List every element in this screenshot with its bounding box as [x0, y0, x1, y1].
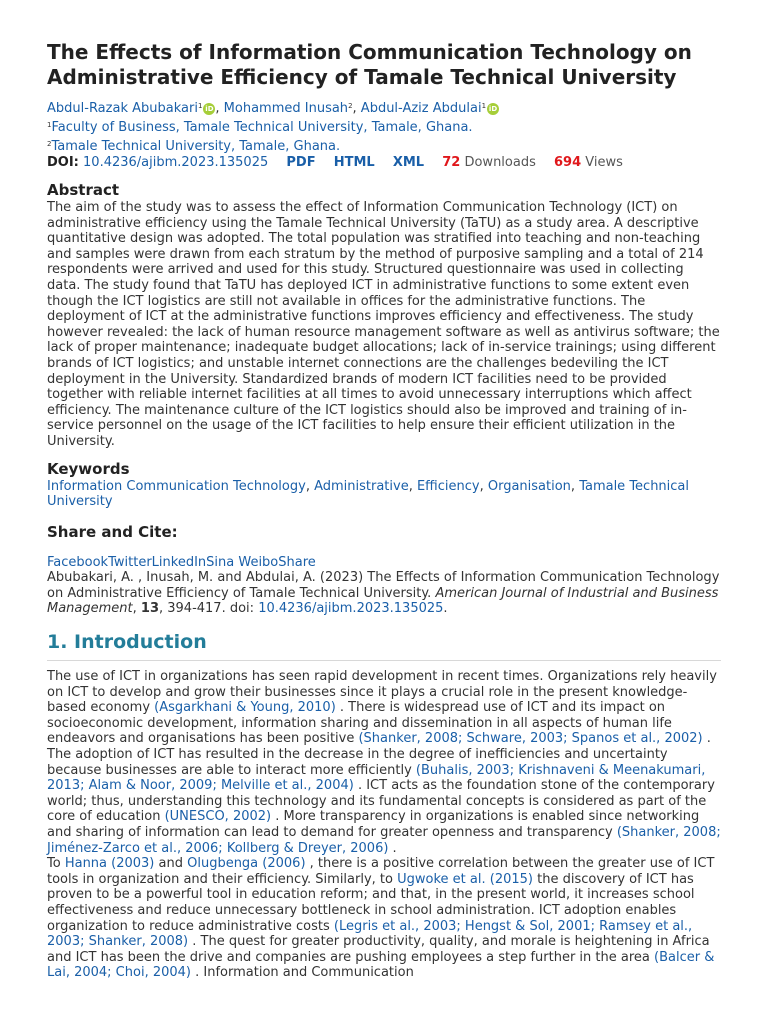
citation-link[interactable]: (Balcer & Lai, 2004; Choi, 2004)	[47, 949, 715, 981]
html-link[interactable]: HTML	[333, 155, 375, 170]
introduction-paragraph-1	[47, 669, 721, 856]
orcid-icon[interactable]: iD	[488, 105, 498, 113]
author-link-2[interactable]: Mohammed Inusah	[223, 101, 349, 116]
citation-link[interactable]: Ugwoke et al. (2015)	[397, 871, 533, 887]
keyword-link[interactable]: Tamale Technical University	[47, 478, 690, 510]
share-links	[47, 555, 721, 571]
citation: Abubakari, A. , Inusah, M. and Abdulai, A. (2023) The Effects of Information Communication Technology on Administrative Efficiency of Tamale Technical University. American Journal of Industrial and Business Management, 13, 394-417. doi: 10.4236/ajibm.2023.135025.	[47, 570, 720, 617]
share-twitter-link[interactable]: Twitter	[108, 554, 152, 570]
keyword-link[interactable]: Organisation	[487, 478, 571, 494]
doi-link[interactable]: 10.4236/ajibm.2023.135025	[83, 155, 269, 170]
affiliation-2	[47, 136, 721, 155]
downloads-label: Downloads	[464, 155, 536, 170]
author-link-1[interactable]: Abdul-Razak Abubakari	[47, 101, 198, 116]
affiliation-link[interactable]: Faculty of Business, Tamale Technical University, Tamale, Ghana.	[51, 120, 473, 135]
citation-volume: 13	[140, 601, 159, 617]
paragraph-text: , there is a positive correlation between the greater use of ICT tools in organization and their efficiency. Similarly, to	[47, 856, 715, 887]
paragraph-text: . More transparency in organizations is enabled since networking and sharing of information can lead to demand for greater openness and transparency	[47, 809, 700, 840]
share-linkedin-link[interactable]: LinkedIn	[151, 554, 207, 570]
citation-end: .	[443, 601, 448, 617]
affiliation-link[interactable]: Tamale Technical University, Tamale, Ghana.	[51, 139, 341, 154]
introduction-body	[47, 669, 721, 981]
citation-link[interactable]: (Shanker, 2008; Jiménez-Zarco et al., 2006; Kollberg & Dreyer, 2006)	[47, 825, 721, 856]
citation-link[interactable]: (Asgarkhani & Young, 2010)	[154, 700, 336, 716]
paragraph-text: .	[388, 840, 397, 856]
doi-label: DOI:	[47, 155, 79, 170]
share-facebook-link[interactable]: Facebook	[47, 554, 109, 570]
citation-link[interactable]: (UNESCO, 2002)	[164, 809, 272, 825]
keywords-list: Information Communication Technology, Administrative, Efficiency, Organisation, Tamale Technical University	[47, 478, 690, 510]
citation-link[interactable]: (Legris et al., 2003; Hengst & Sol, 2001; Ramsey et al., 2003; Shanker, 2008)	[47, 918, 693, 950]
citation-pages: , 394-417. doi:	[159, 601, 259, 617]
citation-journal: American Journal of Industrial and Business Management	[47, 585, 719, 617]
citation-doi-link[interactable]: 10.4236/ajibm.2023.135025	[258, 601, 444, 617]
share-weibo-link[interactable]: Sina Weibo	[206, 554, 279, 570]
citation-link[interactable]: Olugbenga (2006)	[187, 856, 306, 872]
doi-bar	[47, 155, 721, 171]
keyword-link[interactable]: Administrative	[314, 478, 409, 494]
keywords-heading: Keywords	[47, 459, 130, 478]
paragraph-text: To	[47, 856, 65, 872]
paragraph-text: and	[154, 856, 188, 872]
affiliation-sup: 2	[47, 140, 52, 148]
introduction-paragraph-2	[47, 856, 721, 981]
share-heading: Share and Cite:	[47, 522, 178, 541]
keyword-link[interactable]: Efficiency	[416, 478, 480, 494]
paragraph-text: . Information and Communication	[190, 965, 414, 981]
keyword-link[interactable]: Information Communication Technology	[47, 478, 306, 494]
views-count: 694	[554, 155, 582, 170]
paragraph-text: The use of ICT in organizations has seen rapid development in recent times. Organizations rely heavily on ICT to develop and grow their businesses since it plays a crucial role in the present knowledge-based economy	[47, 669, 717, 716]
article-title: The Effects of Information Communication Technology on Administrative Efficiency of Tamale Technical University	[47, 40, 692, 89]
paragraph-text: . The adoption of ICT has resulted in the decrease in the degree of inefficiencies and uncertainty because businesses are able to interact more efficiently	[47, 731, 711, 778]
paragraph-text: the discovery of ICT has proven to be a powerful tool in education reform; and that, in the present world, it increases school effectiveness and reduce unnecessary bottleneck in school administration. ICT adoption enables organization to reduce administrative costs	[47, 871, 695, 934]
citation-authors: Abubakari, A. , Inusah, M. and Abdulai, A. (2023) The Effects of Information Communication Technology on Administrative Efficiency of Tamale Technical University.	[47, 570, 720, 601]
share-more-link[interactable]: Share	[278, 554, 316, 570]
views-label: Views	[585, 155, 623, 170]
abstract-text: The aim of the study was to assess the effect of Information Communication Technology (ICT) on administrative efficiency using the Tamale Technical University (TaTU) as a study area. A descriptive quantitative design was adopted. The total population was stratified into teaching and non-teaching and samples were drawn from each stratum by the method of purposive sampling and a total of 214 respondents were arrived and used for this study. Structured questionnaire was used in collecting data. The study found that TaTU has deployed ICT in administrative functions to some extent even though the ICT logistics are still not available in offices for the administrative functions. The deployment of ICT at the administrative functions improves efficiency and effectiveness. The study however revealed: the lack of human resource management software as well as antivirus software; the lack of proper maintenance; inadequate budget allocations; lack of in-service trainings; using different brands of ICT logistics; and unstable internet connections are the challenges bedeviling the ICT deployment in the University. Standardized brands of modern ICT facilities need to be provided together with reliable internet facilities at all times to avoid unnecessary interruptions which affect efficiency. The maintenance culture of the ICT logistics should also be improved and training of in-service personnel on the usage of the ICT facilities to help ensure their efficient utilization in the University.	[47, 200, 720, 449]
paragraph-text: . There is widespread use of ICT and its impact on socioeconomic development, information sharing and dissemination in all aspects of human life endeavors and organisations has been positive	[47, 700, 672, 747]
affiliation-sup: 1	[47, 121, 52, 129]
citation-link[interactable]: (Buhalis, 2003; Krishnaveni & Meenakumari, 2013; Alam & Noor, 2009; Melville et al., 2004)	[47, 762, 706, 794]
author-sup-3: 1	[481, 102, 487, 110]
author-link-3[interactable]: Abdul-Aziz Abdulai	[360, 101, 482, 116]
affiliation-1	[47, 117, 721, 136]
orcid-icon[interactable]: iD	[205, 105, 214, 113]
paragraph-text: . ICT acts as the foundation stone of the contemporary world; thus, understanding this technology and its fundamental concepts is considered as part of the core of education	[47, 778, 715, 825]
author-list: Abdul-Razak Abubakari$^1$ iD , Mohammed Inusah$^2$, Abdul-Aziz Abdulai$^1$ iD	[47, 101, 498, 116]
author-sup-1: 1	[197, 102, 203, 110]
xml-link[interactable]: XML	[392, 155, 425, 170]
citation-link[interactable]: Hanna (2003)	[64, 856, 155, 872]
introduction-heading: 1. Introduction	[47, 630, 721, 661]
downloads-count: 72	[442, 155, 461, 170]
citation-link[interactable]: (Shanker, 2008; Schware, 2003; Spanos et al., 2002)	[358, 731, 703, 747]
abstract-heading: Abstract	[47, 181, 120, 199]
pdf-link[interactable]: PDF	[286, 155, 316, 170]
author-sup-2: 2	[348, 102, 353, 110]
paragraph-text: . The quest for greater productivity, quality, and morale is heightening in Africa and ICT has been the drive and companies are pushing employees a step further in the area	[47, 934, 710, 965]
